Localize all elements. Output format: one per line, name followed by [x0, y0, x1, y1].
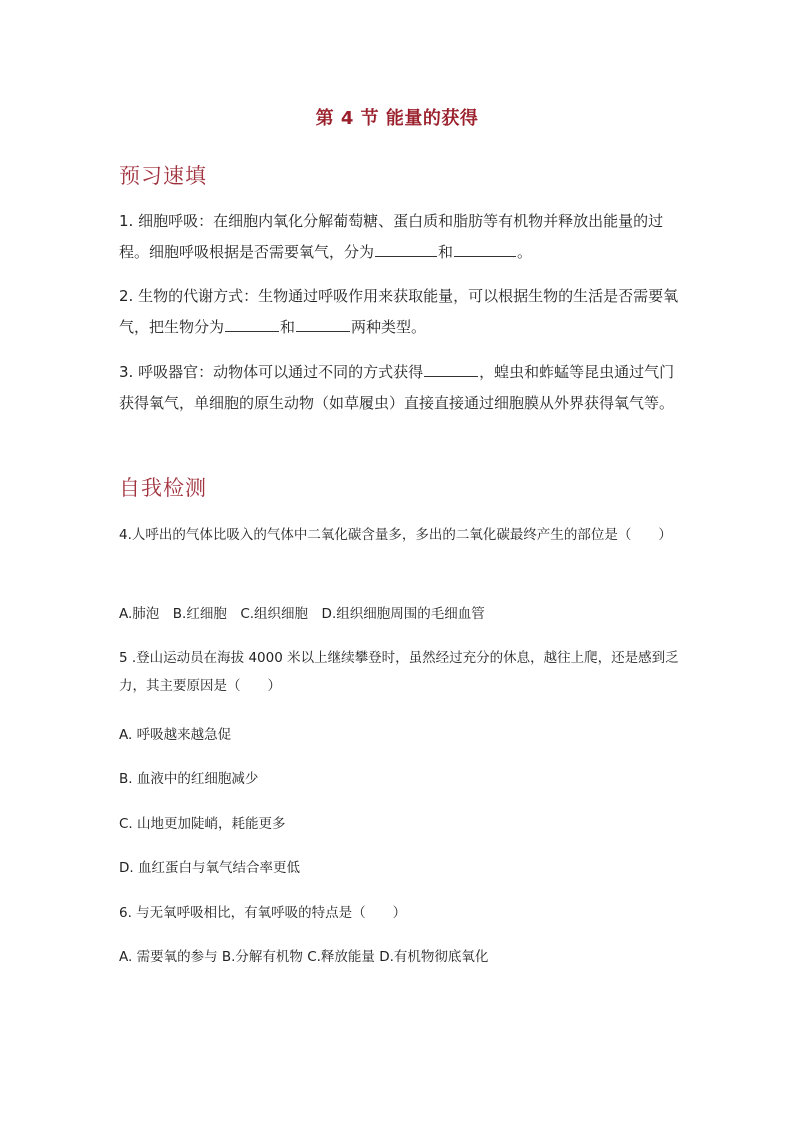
question-6-stem: 6. 与无氧呼吸相比，有氧呼吸的特点是（ ）: [119, 905, 407, 921]
preview-item-1-text-c: 。: [517, 243, 533, 261]
question-4-options: A.肺泡 B.红细胞 C.组织细胞 D.组织细胞周围的毛细血管: [119, 606, 485, 622]
preview-item-1-text-a: 1. 细胞呼吸：在细胞内氧化分解葡萄糖、蛋白质和脂肪等有机物并释放出能量的过程。细胞呼吸根据是否需要氧气，分为: [119, 212, 664, 261]
question-4-stem: 4.人呼出的气体比吸入的气体中二氧化碳含量多，多出的二氧化碳最终产生的部位是（ ）: [119, 527, 672, 543]
preview-item-2-text-c: 两种类型。: [351, 318, 427, 336]
preview-item-3: [119, 357, 679, 419]
preview-item-3-text-b: ，蝗虫和蚱蜢等昆虫通过气门获得氧气，单细胞的原生动物（如草履虫）直接直接通过细胞膜从外界获得氧气等。: [119, 363, 675, 412]
answer-blank[interactable]: [225, 313, 279, 332]
question-5-option-d: D. 血红蛋白与氧气结合率更低: [119, 860, 300, 876]
answer-blank[interactable]: [424, 358, 478, 377]
preview-item-2-text-b: 和: [280, 318, 296, 336]
question-6-options: A. 需要氧的参与 B.分解有机物 C.释放能量 D.有机物彻底氧化: [119, 949, 489, 965]
question-5-option-a: A. 呼吸越来越急促: [119, 727, 232, 743]
answer-blank[interactable]: [296, 313, 350, 332]
preview-item-2: [119, 281, 679, 343]
answer-blank[interactable]: [454, 238, 516, 257]
preview-item-3-text-a: 3. 呼吸器官：动物体可以通过不同的方式获得: [119, 363, 424, 381]
section-heading-selfcheck: 自我检测: [119, 476, 207, 500]
page-title: 第 4 节 能量的获得: [315, 108, 479, 129]
preview-item-1-text-b: 和: [438, 243, 454, 261]
question-5-stem: 5 .登山运动员在海拔 4000 米以上继续攀登时，虽然经过充分的休息，越往上爬，还是感到乏力，其主要原因是（ ）: [119, 650, 679, 694]
preview-item-1: [119, 206, 679, 268]
question-5-option-b: B. 血液中的红细胞减少: [119, 771, 259, 787]
section-heading-preview: 预习速填: [119, 164, 207, 188]
question-5-option-c: C. 山地更加陡峭，耗能更多: [119, 816, 286, 832]
preview-item-2-text-a: 2. 生物的代谢方式：生物通过呼吸作用来获取能量，可以根据生物的生活是否需要氧气，把生物分为: [119, 287, 679, 336]
answer-blank[interactable]: [375, 238, 437, 257]
